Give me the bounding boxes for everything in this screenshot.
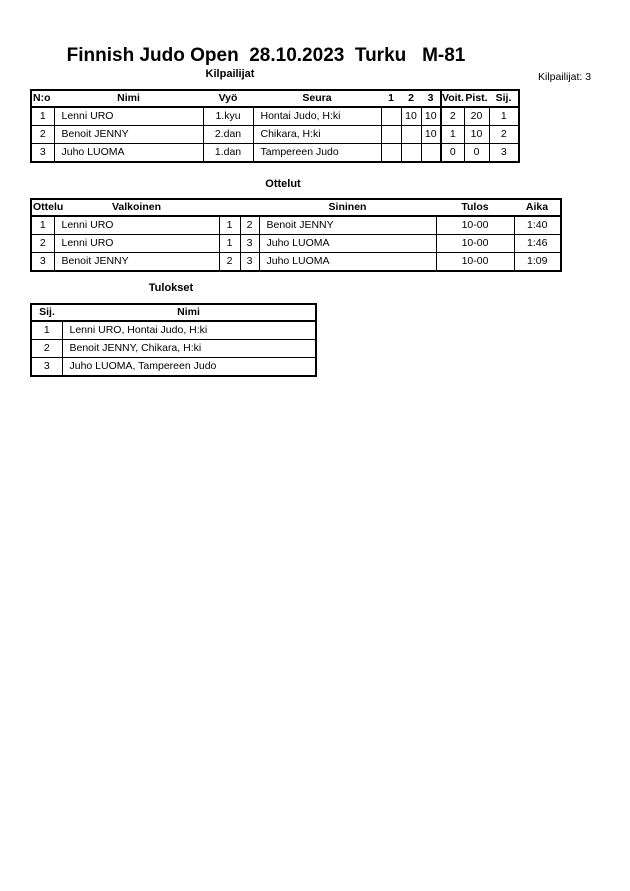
table-cell: 2 <box>240 216 259 235</box>
table-cell: 0 <box>464 144 489 163</box>
column-header: Valkoinen <box>54 199 219 216</box>
table-cell: 1:40 <box>514 216 561 235</box>
table-row <box>31 126 519 144</box>
table-row <box>31 107 519 126</box>
table-cell: Benoit JENNY <box>54 126 203 144</box>
table-cell: 1 <box>31 216 54 235</box>
column-header: Voit. <box>441 90 464 107</box>
table-cell: 2 <box>31 126 54 144</box>
table-cell: Juho LUOMA <box>259 253 436 272</box>
table-cell: 1 <box>31 107 54 126</box>
column-header: Sij. <box>489 90 519 107</box>
page-title: Finnish Judo Open 28.10.2023 Turku M-81 <box>66 45 466 66</box>
table-cell: Chikara, H:ki <box>253 126 381 144</box>
table-cell: 10 <box>421 107 441 126</box>
table-cell <box>401 144 421 163</box>
table-cell <box>381 107 401 126</box>
table-cell <box>381 144 401 163</box>
table-cell: 1 <box>31 321 62 340</box>
table-cell: 10 <box>421 126 441 144</box>
section-label-tulokset: Tulokset <box>148 282 194 294</box>
table-row <box>31 321 316 340</box>
table-cell: Lenni URO <box>54 216 219 235</box>
column-header: Nimi <box>54 90 203 107</box>
table-cell: 10 <box>401 107 421 126</box>
table-cell: 1 <box>441 126 464 144</box>
column-header: Seura <box>253 90 381 107</box>
table-cell: 10-00 <box>436 216 514 235</box>
table-cell: 10-00 <box>436 253 514 272</box>
column-header: Sininen <box>259 199 436 216</box>
column-header: Pist. <box>464 90 489 107</box>
table-row <box>31 216 561 235</box>
table-cell: 10 <box>464 126 489 144</box>
column-header: N:o <box>31 90 54 107</box>
table-cell: 1.dan <box>203 144 253 163</box>
table-row <box>31 358 316 377</box>
column-header: Sij. <box>31 304 62 321</box>
table-cell: 1 <box>219 235 240 253</box>
column-header: Nimi <box>62 304 316 321</box>
column-header: 3 <box>421 90 441 107</box>
table-cell: Juho LUOMA <box>259 235 436 253</box>
table-cell: Lenni URO, Hontai Judo, H:ki <box>62 321 316 340</box>
table-cell: Benoit JENNY <box>259 216 436 235</box>
table-cell: 1:46 <box>514 235 561 253</box>
table-cell: 2 <box>31 235 54 253</box>
table-cell: 3 <box>489 144 519 163</box>
table-cell: 2 <box>219 253 240 272</box>
table-header-row <box>31 199 561 216</box>
results-table <box>30 303 317 377</box>
table-cell: 3 <box>31 144 54 163</box>
table-cell <box>401 126 421 144</box>
table-cell <box>381 126 401 144</box>
section-label-kilpailijat: Kilpailijat <box>205 68 255 80</box>
competitor-count-label: Kilpailijat: 3 <box>538 71 592 83</box>
table-cell: 1 <box>219 216 240 235</box>
section-label-ottelut: Ottelut <box>265 178 301 190</box>
table-cell: 1:09 <box>514 253 561 272</box>
column-header: Tulos <box>436 199 514 216</box>
matches-table <box>30 198 562 272</box>
table-row <box>31 235 561 253</box>
table-row <box>31 340 316 358</box>
table-cell: 10-00 <box>436 235 514 253</box>
table-cell: 1 <box>489 107 519 126</box>
table-cell: 2 <box>441 107 464 126</box>
table-cell: 2 <box>489 126 519 144</box>
table-cell: 2.dan <box>203 126 253 144</box>
table-cell: 2 <box>31 340 62 358</box>
table-cell: Juho LUOMA, Tampereen Judo <box>62 358 316 377</box>
table-row <box>31 144 519 163</box>
table-cell: Hontai Judo, H:ki <box>253 107 381 126</box>
table-cell <box>421 144 441 163</box>
table-cell: Lenni URO <box>54 235 219 253</box>
column-header: Vyö <box>203 90 253 107</box>
competitors-table <box>30 89 520 163</box>
table-cell: 3 <box>240 235 259 253</box>
column-header <box>240 199 259 216</box>
table-cell: 3 <box>240 253 259 272</box>
table-row <box>31 253 561 272</box>
column-header: Aika <box>514 199 561 216</box>
table-cell: Benoit JENNY, Chikara, H:ki <box>62 340 316 358</box>
table-cell: Juho LUOMA <box>54 144 203 163</box>
table-header-row <box>31 90 519 107</box>
table-cell: 0 <box>441 144 464 163</box>
table-cell: 20 <box>464 107 489 126</box>
table-cell: Lenni URO <box>54 107 203 126</box>
table-header-row <box>31 304 316 321</box>
table-cell: 3 <box>31 253 54 272</box>
column-header: 2 <box>401 90 421 107</box>
table-cell: Benoit JENNY <box>54 253 219 272</box>
column-header <box>219 199 240 216</box>
column-header: 1 <box>381 90 401 107</box>
table-cell: 1.kyu <box>203 107 253 126</box>
table-cell: Tampereen Judo <box>253 144 381 163</box>
table-cell: 3 <box>31 358 62 377</box>
column-header: Ottelu <box>31 199 54 216</box>
